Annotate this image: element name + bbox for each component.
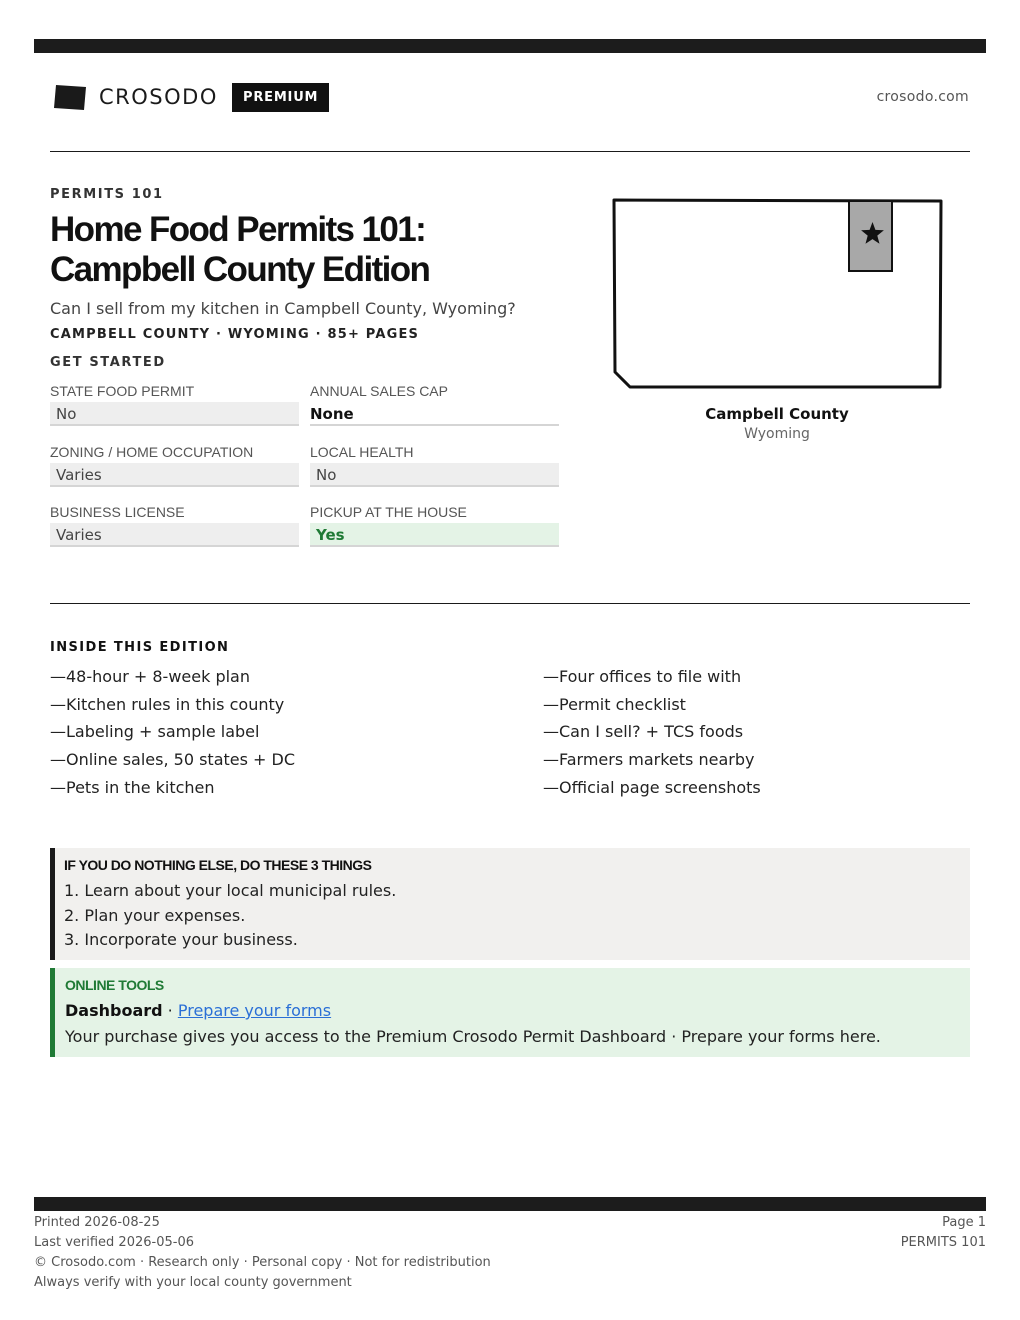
footer-section: PERMITS 101 (900, 1235, 986, 1250)
field-local-health (310, 443, 559, 487)
list-item: —Labeling + sample label (50, 722, 260, 742)
field-pickup-at-house (310, 503, 559, 547)
section-divider (50, 603, 970, 604)
contents-list-left (50, 666, 470, 804)
title-line-2: Campbell County Edition (50, 250, 430, 289)
brand-name: CROSODO (99, 85, 218, 109)
field-label: BUSINESS LICENSE (50, 504, 185, 520)
tools-description: Your purchase gives you access to the Premium Crosodo Permit Dashboard · Prepare your forms here. (65, 1027, 881, 1046)
field-zoning (50, 443, 299, 487)
field-value: Yes (310, 523, 559, 547)
field-state-food-permit (50, 382, 299, 426)
top-bar (34, 39, 986, 53)
online-tools-callout (50, 968, 970, 1057)
field-label: LOCAL HEALTH (310, 444, 414, 460)
todo-heading: IF YOU DO NOTHING ELSE, DO THESE 3 THINGS (64, 857, 372, 873)
verified-date: Last verified 2026-05-06 (34, 1235, 194, 1250)
header-divider (50, 151, 970, 152)
site-url[interactable]: crosodo.com (876, 89, 969, 105)
todo-item: 3. Incorporate your business. (64, 930, 298, 949)
field-label: ZONING / HOME OCCUPATION (50, 444, 254, 460)
section-kicker: PERMITS 101 (50, 187, 164, 202)
field-value: No (310, 463, 559, 487)
list-item: —Kitchen rules in this county (50, 694, 285, 714)
inside-edition-heading: INSIDE THIS EDITION (50, 640, 230, 655)
tools-links-line (65, 1001, 970, 1021)
contents-list-right (543, 666, 963, 804)
field-value: Varies (50, 463, 299, 487)
printed-date: Printed 2026-08-25 (34, 1215, 160, 1230)
title-line-1: Home Food Permits 101: (50, 210, 426, 249)
field-label: ANNUAL SALES CAP (310, 383, 448, 399)
edition-meta: CAMPBELL COUNTY · WYOMING · 85+ PAGES (50, 327, 420, 342)
list-item: —Official page screenshots (543, 777, 761, 797)
todo-callout (50, 848, 970, 960)
bottom-bar (34, 1197, 986, 1211)
list-item: —Farmers markets nearby (543, 750, 755, 770)
prepare-forms-link[interactable]: Prepare your forms (177, 1001, 332, 1020)
field-value: None (310, 402, 559, 426)
page-title (50, 210, 570, 290)
wyoming-county-map (612, 198, 944, 392)
field-label: STATE FOOD PERMIT (50, 383, 195, 399)
list-item: —Online sales, 50 states + DC (50, 750, 296, 770)
field-business-license (50, 503, 299, 547)
list-item: —Pets in the kitchen (50, 777, 215, 797)
footer-right (901, 1213, 986, 1253)
map-state-name: Wyoming (744, 426, 810, 442)
get-started-heading: GET STARTED (50, 355, 166, 370)
wyoming-state-shape-icon (54, 84, 86, 110)
dashboard-label: Dashboard (65, 1001, 163, 1020)
page-subtitle: Can I sell from my kitchen in Campbell County, Wyoming? (50, 299, 516, 318)
map-county-name: Campbell County (705, 405, 849, 423)
todo-item: 1. Learn about your local municipal rules. (64, 881, 397, 900)
field-value: No (50, 402, 299, 426)
header (54, 82, 969, 112)
field-annual-sales-cap (310, 382, 559, 426)
online-tools-heading: ONLINE TOOLS (65, 977, 164, 993)
list-item: —48-hour + 8-week plan (50, 667, 250, 686)
list-item: —Can I sell? + TCS foods (543, 722, 744, 742)
premium-badge: PREMIUM (232, 83, 329, 112)
page-number: Page 1 (942, 1215, 986, 1230)
list-item: —Permit checklist (543, 694, 686, 714)
footer-left (34, 1213, 491, 1293)
copyright-note: © Crosodo.com · Research only · Personal copy · Not for redistribution (34, 1255, 491, 1270)
verify-note: Always verify with your local county government (34, 1275, 352, 1290)
field-value: Varies (50, 523, 299, 547)
field-label: PICKUP AT THE HOUSE (310, 504, 467, 520)
separator: · (162, 1001, 178, 1020)
list-item: —Four offices to file with (543, 667, 742, 686)
todo-item: 2. Plan your expenses. (64, 905, 246, 925)
